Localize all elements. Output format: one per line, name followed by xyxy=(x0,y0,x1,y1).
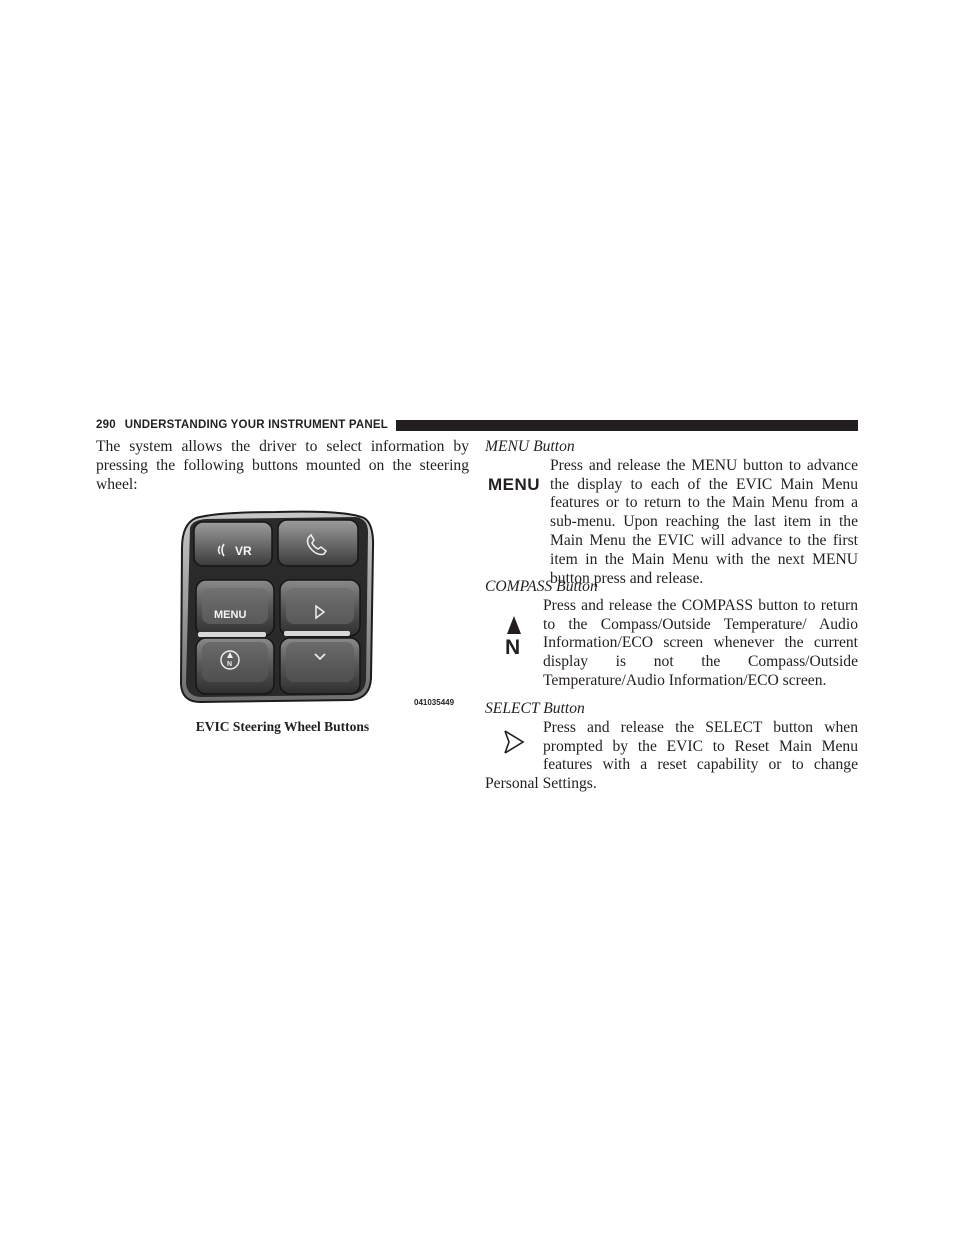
intro-paragraph: The system allows the driver to select information by pressing the following buttons mounted on the steering wheel: xyxy=(96,438,469,493)
compass-button-heading: COMPASS Button xyxy=(485,578,598,595)
figure-code: 041035449 xyxy=(414,698,455,707)
phone-button xyxy=(278,520,358,566)
menu-button-section xyxy=(485,438,858,588)
menu-button-body: Press and release the MENU button to advance the display to each of the EVIC Main Menu features or to return to the Main Menu from a sub-menu. Upon reaching the last item in the Main Menu the EVIC will advance to the first item in the Main Menu with the next MENU button press and release. xyxy=(550,456,858,587)
select-button-body: Press and release the SELECT button when prompted by the EVIC to Reset Main Menu features with a reset capability or to change Personal Settings. xyxy=(485,718,858,793)
page-number: 290 xyxy=(96,419,116,431)
evic-steering-wheel-buttons-image xyxy=(176,508,376,706)
vr-button xyxy=(194,522,272,566)
menu-icon xyxy=(485,457,543,513)
section-title: UNDERSTANDING YOUR INSTRUMENT PANEL xyxy=(124,419,388,431)
menu-icon-label: MENU xyxy=(487,474,541,494)
menu-button-heading: MENU Button xyxy=(485,438,575,455)
menu-label: MENU xyxy=(214,609,247,621)
select-button-section xyxy=(485,700,858,794)
header-rule xyxy=(396,420,858,431)
compass-button-section xyxy=(485,578,858,691)
page-header xyxy=(96,417,858,433)
select-triangle-icon xyxy=(485,719,543,765)
select-button-heading: SELECT Button xyxy=(485,700,585,717)
svg-text:N: N xyxy=(505,635,521,659)
compass-icon xyxy=(485,597,543,673)
svg-text:N: N xyxy=(227,661,233,668)
compass-button-body: Press and release the COMPASS button to return to the Compass/Outside Temperature/ Audio Information/ECO screen whenever the current display is not the Compass/Outside Temperature/Audio Information/ECO screen. xyxy=(543,596,858,689)
vr-label: VR xyxy=(235,544,252,558)
figure-caption: EVIC Steering Wheel Buttons xyxy=(195,719,370,734)
